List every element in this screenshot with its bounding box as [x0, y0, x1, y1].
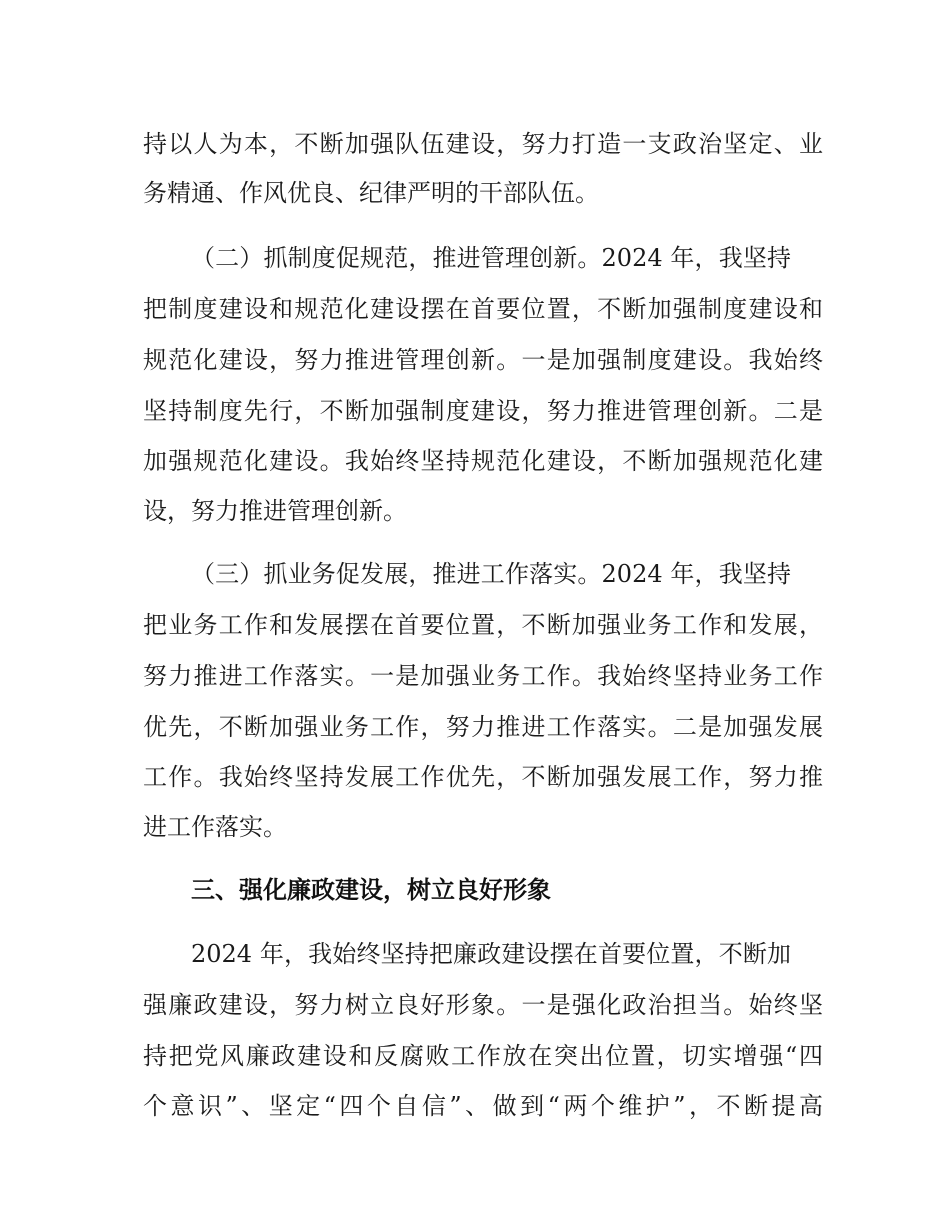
paragraph-4-line-4: 个意识”、坚定“四个自信”、做到“两个维护”，不断提高: [143, 1092, 823, 1120]
paragraph-4-line-3: 持把党风廉政建设和反腐败工作放在突出位置，切实增强“四: [143, 1042, 823, 1070]
paragraph-1-line-2: 务精通、作风优良、纪律严明的干部队伍。: [143, 179, 599, 207]
paragraph-3-line-3: 努力推进工作落实。一是加强业务工作。我始终坚持业务工作: [143, 662, 823, 690]
paragraph-3-line-1: （三）抓业务促发展，推进工作落实。2024 年，我坚持: [191, 560, 791, 588]
paragraph-3-line-6: 进工作落实。: [143, 813, 287, 841]
paragraph-2-line-3: 规范化建设，努力推进管理创新。一是加强制度建设。我始终: [143, 346, 823, 374]
paragraph-1-line-1: 持以人为本，不断加强队伍建设，努力打造一支政治坚定、业: [143, 130, 823, 158]
paragraph-4-line-1: 2024 年，我始终坚持把廉政建设摆在首要位置，不断加: [191, 940, 791, 968]
paragraph-2-line-5: 加强规范化建设。我始终坚持规范化建设，不断加强规范化建: [143, 447, 823, 475]
paragraph-2-line-4: 坚持制度先行，不断加强制度建设，努力推进管理创新。二是: [143, 397, 823, 425]
paragraph-4-line-2: 强廉政建设，努力树立良好形象。一是强化政治担当。始终坚: [143, 991, 823, 1019]
paragraph-2-line-2: 把制度建设和规范化建设摆在首要位置，不断加强制度建设和: [143, 295, 823, 323]
paragraph-2-line-1: （二）抓制度促规范，推进管理创新。2024 年，我坚持: [191, 244, 791, 272]
paragraph-3-line-5: 工作。我始终坚持发展工作优先，不断加强发展工作，努力推: [143, 763, 823, 791]
section-heading: 三、强化廉政建设，树立良好形象: [191, 876, 551, 904]
paragraph-2-line-6: 设，努力推进管理创新。: [143, 497, 407, 525]
paragraph-3-line-2: 把业务工作和发展摆在首要位置，不断加强业务工作和发展，: [143, 611, 823, 639]
paragraph-3-line-4: 优先，不断加强业务工作，努力推进工作落实。二是加强发展: [143, 713, 823, 741]
